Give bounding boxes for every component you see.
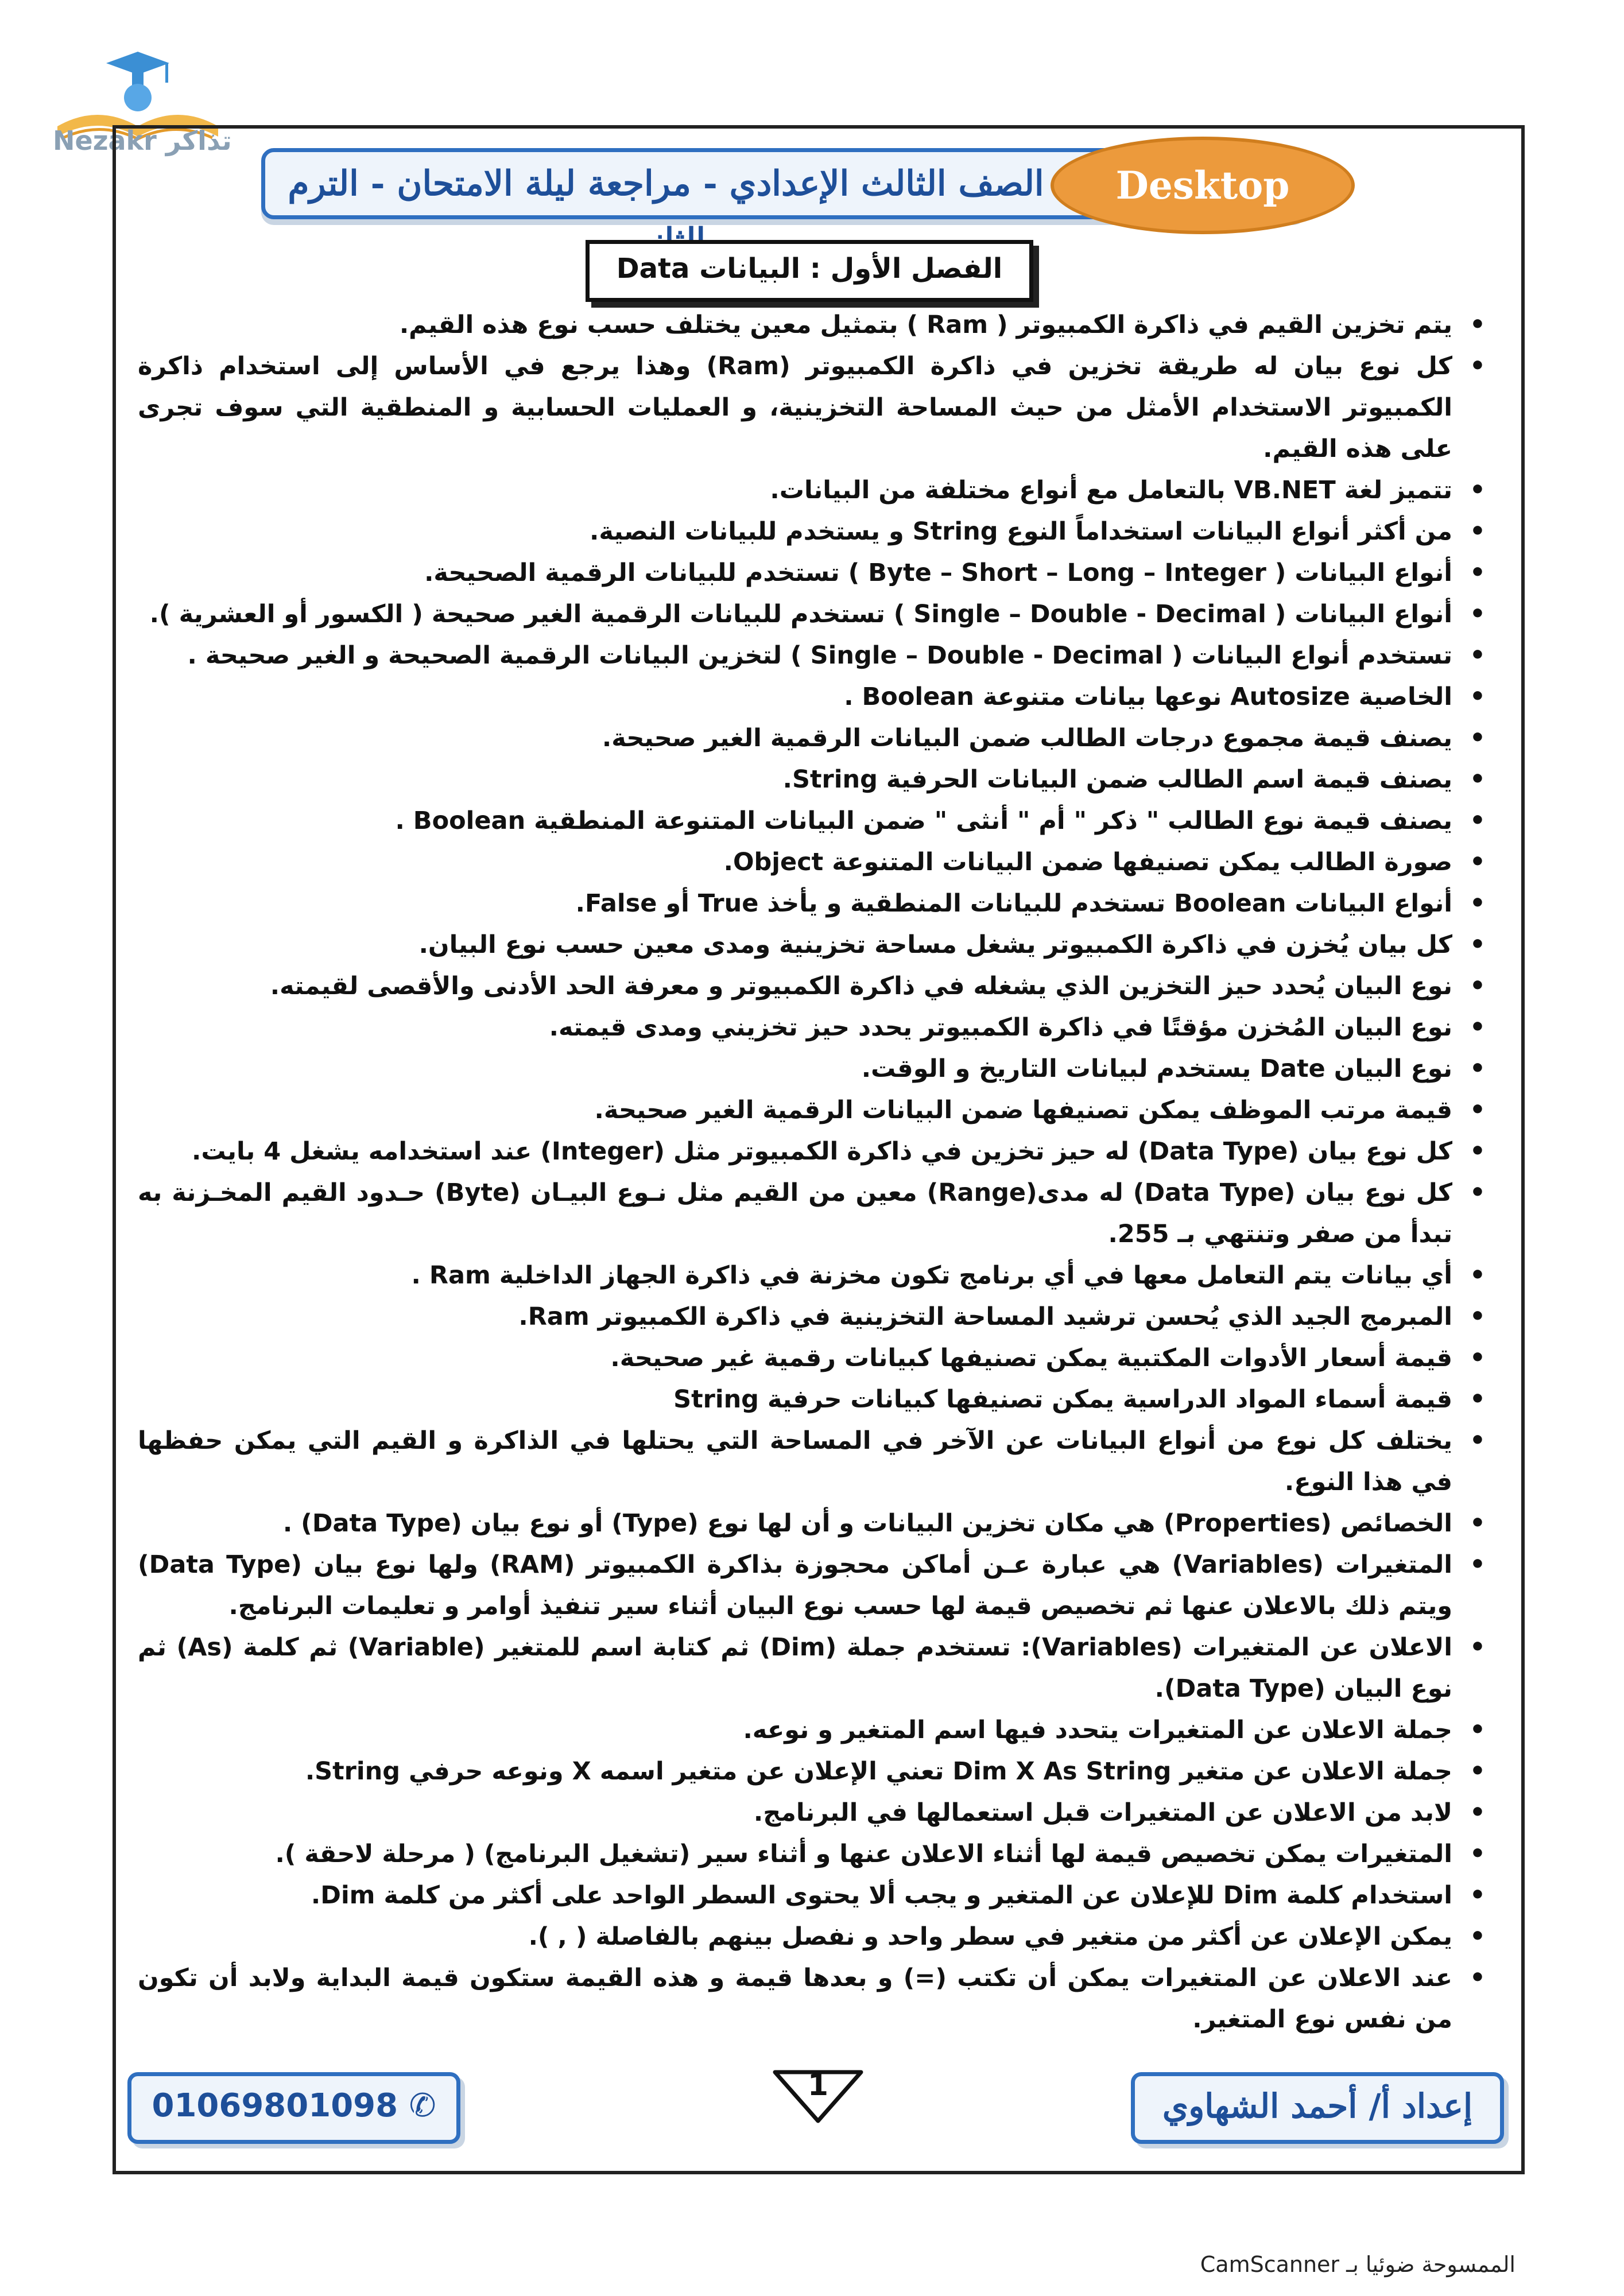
- note-text: أي بيانات يتم التعامل معها في أي برنامج تكون مخزنة في ذاكرة الجهاز الداخلية Ram .: [411, 1261, 1452, 1290]
- note-text: قيمة أسماء المواد الدراسية يمكن تصنيفها كبيانات حرفية String: [673, 1385, 1452, 1414]
- note-text: جملة الاعلان عن متغير Dim X As String تعني الإعلان عن متغير اسمه X ونوعه حرفي String.: [305, 1757, 1452, 1786]
- note-text: الخصائص (Properties) هي مكان تخزين البيانات و أن لها نوع (Type) أو نوع بيان (Data Type) .: [282, 1509, 1452, 1538]
- note-item: [138, 304, 1452, 346]
- note-text: أنواع البيانات ( Single – Double - Decimal ) تستخدم للبيانات الرقمية الغير صحيحة ( الكسور أو العشرية ).: [149, 600, 1452, 629]
- note-text: نوع البيان المُخزن مؤقتًا في ذاكرة الكمبيوتر يحدد حيز تخزيني ومدى قيمته.: [549, 1013, 1452, 1042]
- note-item: [138, 1751, 1452, 1792]
- desktop-badge-label: Desktop: [1115, 163, 1290, 208]
- note-text: قيمة أسعار الأدوات المكتبية يمكن تصنيفها كبيانات رقمية غير صحيحة.: [610, 1344, 1452, 1372]
- scanner-watermark: الممسوحة ضوئيا بـ CamScanner: [1200, 2252, 1516, 2277]
- author-name: إعداد أ/ أحمد الشهاوي: [1162, 2086, 1473, 2126]
- note-item: [138, 883, 1452, 924]
- note-text: أنواع البيانات ( Byte – Short – Long – Integer ) تستخدم للبيانات الرقمية الصحيحة.: [424, 559, 1452, 587]
- note-text: كل نوع بيان (Data Type) له حيز تخزين في ذاكرة الكمبيوتر مثل (Integer) عند استخدامه يشغل 4 بايت.: [192, 1137, 1452, 1166]
- chapter-title: الفصل الأول : البيانات Data: [616, 253, 1003, 285]
- note-item: [138, 924, 1452, 965]
- note-text: يتم تخزين القيم في ذاكرة الكمبيوتر ( Ram ) بتمثيل معين يختلف حسب نوع هذه القيم.: [399, 311, 1452, 339]
- note-item: [138, 1957, 1452, 2040]
- note-item: [138, 346, 1452, 470]
- note-text: المتغيرات (Variables) هي عبارة عـن أماكن محجوزة بذاكرة الكمبيوتر (RAM) ولها نوع بيان (Data Type) ويتم ذلك بالاعلان عنها ثم تخصيص قيمة لها حسب نوع البيان أثناء سير تنفيذ أوامر و تعليمات البرنامج.: [138, 1550, 1452, 1620]
- note-item: [138, 800, 1452, 841]
- note-text: نوع البيان يُحدد حيز التخزين الذي يشغله في ذاكرة الكمبيوتر و معرفة الحد الأدنى والأقصى لقيمته.: [270, 972, 1452, 1000]
- note-item: [138, 511, 1452, 552]
- note-item: [138, 594, 1452, 635]
- note-text: صورة الطالب يمكن تصنيفها ضمن البيانات المتنوعة Object.: [723, 848, 1452, 876]
- note-item: [138, 1503, 1452, 1544]
- note-text: أنواع البيانات Boolean تستخدم للبيانات المنطقية و يأخذ True أو False.: [575, 889, 1452, 918]
- note-item: [138, 1296, 1452, 1337]
- note-item: [138, 470, 1452, 511]
- note-text: استخدام كلمة Dim للإعلان عن المتغير و يجب ألا يحتوى السطر الواحد على أكثر من كلمة Dim.: [311, 1881, 1452, 1910]
- note-text: نوع البيان Date يستخدم لبيانات التاريخ و الوقت.: [861, 1054, 1452, 1083]
- note-item: [138, 841, 1452, 883]
- notes-content: [138, 304, 1493, 2055]
- note-text: قيمة مرتب الموظف يمكن تصنيفها ضمن البيانات الرقمية الغير صحيحة.: [594, 1096, 1452, 1124]
- note-text: لابد من الاعلان عن المتغيرات قبل استعمالها في البرنامج.: [753, 1798, 1452, 1827]
- note-text: كل نوع بيان له طريقة تخزين في ذاكرة الكمبيوتر (Ram) وهذا يرجع في الأساس إلى استخدام ذاكرة الكمبيوتر الاستخدام الأمثل من حيث المساحة التخزينية، و العمليات الحسابية و المنطقية التي سوف تجرى على هذه القيم.: [138, 352, 1452, 463]
- page-number: 1: [807, 2068, 829, 2103]
- note-item: [138, 1131, 1452, 1172]
- notes-list: [138, 304, 1493, 2040]
- note-text: جملة الاعلان عن المتغيرات يتحدد فيها اسم المتغير و نوعه.: [743, 1716, 1452, 1744]
- note-item: [138, 1833, 1452, 1875]
- note-text: يصنف قيمة مجموع درجات الطالب ضمن البيانات الرقمية الغير صحيحة.: [602, 724, 1452, 753]
- logo-text: Nezakr تذاكر: [53, 125, 232, 156]
- note-item: [138, 1875, 1452, 1916]
- note-item: [138, 1007, 1452, 1048]
- note-item: [138, 635, 1452, 676]
- note-text: الاعلان عن المتغيرات (Variables): تستخدم جملة (Dim) ثم كتابة اسم للمتغير (Variable) ثم كلمة (As) ثم نوع البيان (Data Type).: [138, 1633, 1452, 1703]
- note-item: [138, 1627, 1452, 1709]
- note-item: [138, 552, 1452, 594]
- note-text: من أكثر أنواع البيانات استخداماً النوع String و يستخدم للبيانات النصية.: [590, 517, 1452, 546]
- note-item: [138, 1172, 1452, 1255]
- phone-number: 01069801098 ✆: [152, 2087, 436, 2124]
- note-item: [138, 1792, 1452, 1833]
- note-item: [138, 1255, 1452, 1296]
- note-text: يختلف كل نوع من أنواع البيانات عن الآخر في المساحة التي يحتلها في الذاكرة و القيم التي يمكن حفظها في هذا النوع.: [138, 1426, 1452, 1496]
- note-text: تتميز لغة VB.NET بالتعامل مع أنواع مختلفة من البيانات.: [770, 476, 1452, 505]
- note-text: كل نوع بيان (Data Type) له مدى(Range) معين من القيم مثل نـوع البيـان (Byte) حـدود القيم المخـزنة به تبدأ من صفر وتنتهي بـ 255.: [138, 1178, 1452, 1248]
- note-text: المتغيرات يمكن تخصيص قيمة لها أثناء الاعلان عنها و أثناء سير (تشغيل البرنامج) ( مرحلة لاحقة ).: [275, 1840, 1452, 1868]
- note-text: يصنف قيمة اسم الطالب ضمن البيانات الحرفية String.: [782, 765, 1452, 794]
- note-item: [138, 965, 1452, 1007]
- note-item: [138, 718, 1452, 759]
- note-item: [138, 1048, 1452, 1089]
- header-title: الصف الثالث الإعدادي - مراجعة ليلة الامتحان - الترم: [288, 164, 1044, 204]
- note-item: [138, 759, 1452, 800]
- note-item: [138, 1544, 1452, 1627]
- note-item: [138, 1420, 1452, 1503]
- note-text: عند الاعلان عن المتغيرات يمكن أن تكتب (=) و بعدها قيمة و هذه القيمة ستكون قيمة البداية ولابد أن تكون من نفس نوع المتغير.: [138, 1964, 1452, 2034]
- note-text: الخاصية Autosize نوعها بيانات متنوعة Boolean .: [844, 682, 1452, 711]
- note-text: المبرمج الجيد الذي يُحسن ترشيد المساحة التخزينية في ذاكرة الكمبيوتر Ram.: [518, 1302, 1452, 1331]
- note-item: [138, 1089, 1452, 1131]
- note-item: [138, 1916, 1452, 1957]
- note-text: تستخدم أنواع البيانات ( Single – Double - Decimal ) لتخزين البيانات الرقمية الصحيحة و الغير صحيحة .: [187, 641, 1452, 670]
- note-text: يصنف قيمة نوع الطالب " ذكر " أم " أنثى " ضمن البيانات المتنوعة المنطقية Boolean .: [395, 806, 1452, 835]
- note-text: يمكن الإعلان عن أكثر من متغير في سطر واحد و نفصل بينهم بالفاصلة ( , ).: [528, 1922, 1452, 1951]
- note-item: [138, 1379, 1452, 1420]
- note-item: [138, 1337, 1452, 1379]
- note-text: كل بيان يُخزن في ذاكرة الكمبيوتر يشغل مساحة تخزينية ومدى معين حسب نوع البيان.: [418, 930, 1452, 959]
- note-item: [138, 676, 1452, 718]
- note-item: [138, 1709, 1452, 1751]
